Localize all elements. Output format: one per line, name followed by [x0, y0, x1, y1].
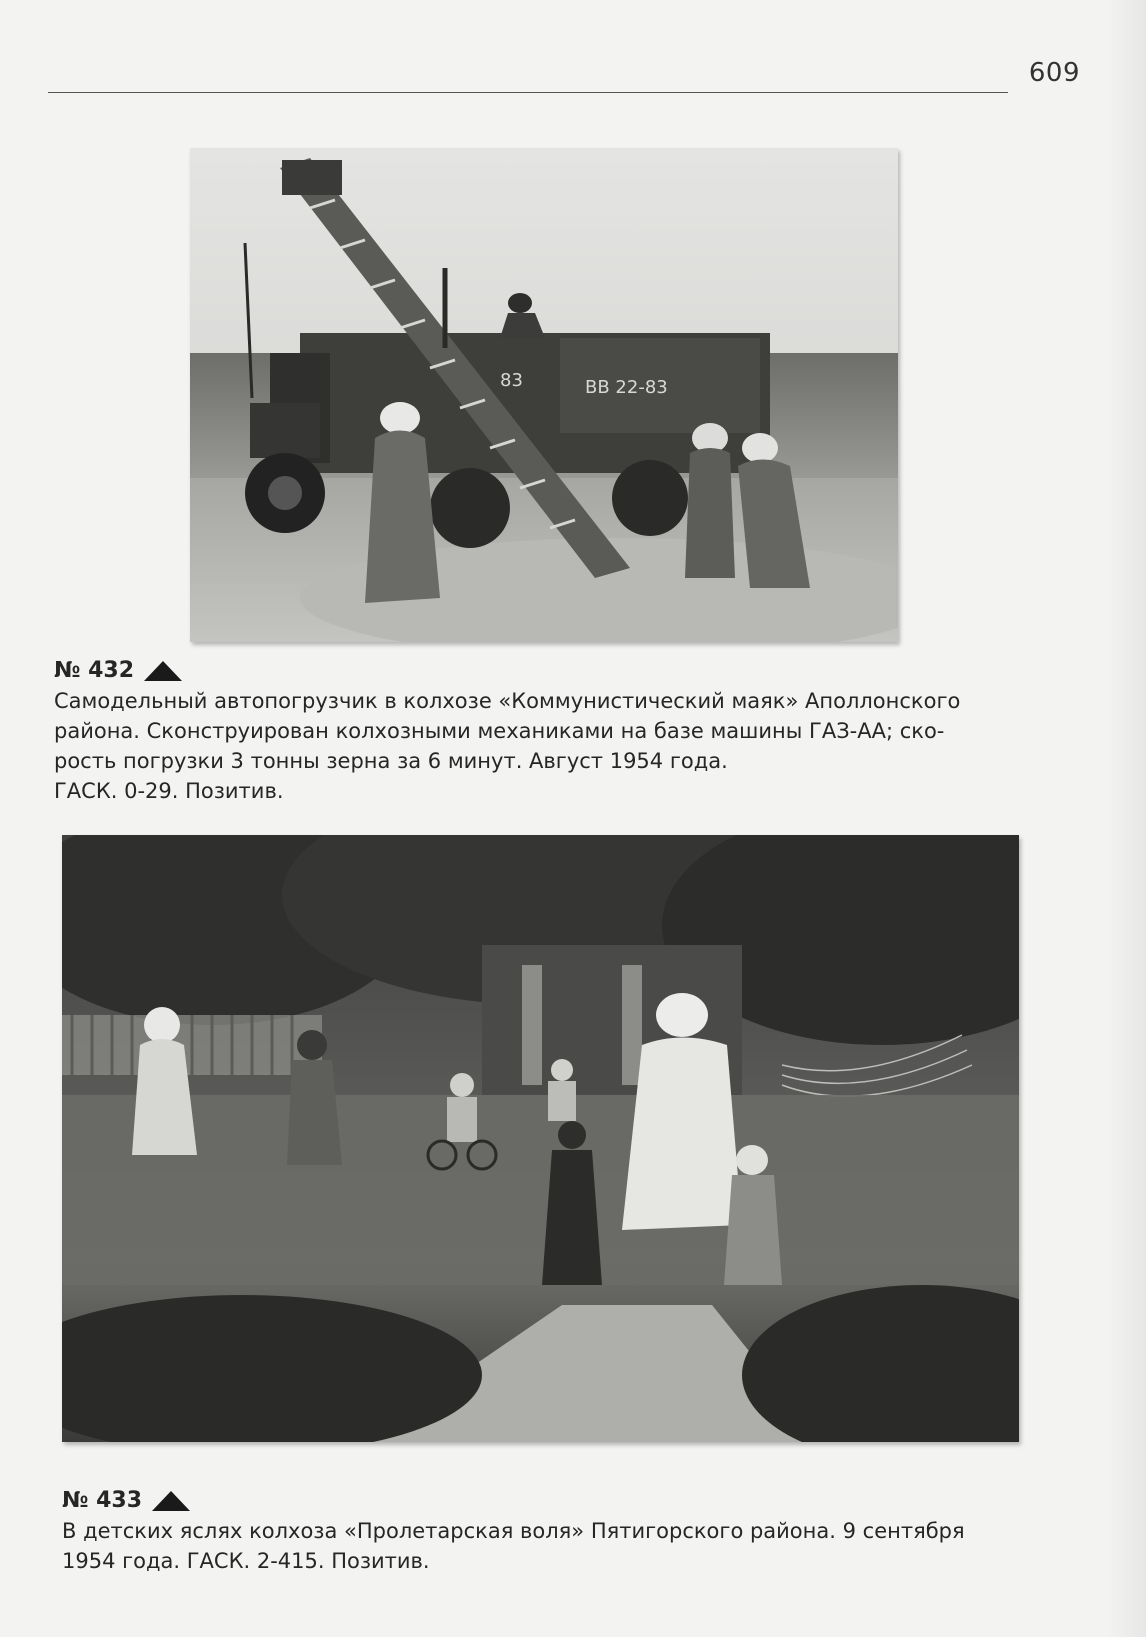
caption-line: ГАСК. 0-29. Позитив.: [54, 779, 284, 803]
header-rule: [48, 92, 1008, 93]
figure-432-caption: [54, 656, 1044, 806]
triangle-marker-icon: [144, 661, 182, 681]
caption-line: В детских яслях колхоза «Пролетарская воля» Пятигорского района. 9 сентября: [62, 1519, 965, 1543]
figure-432-number: № 432: [54, 658, 135, 683]
figure-432-heading: [54, 656, 1044, 686]
page-number: 609: [1028, 58, 1080, 88]
caption-line: рость погрузки 3 тонны зерна за 6 минут. Август 1954 года.: [54, 749, 728, 773]
caption-line: Самодельный автопогрузчик в колхозе «Коммунистический маяк» Аполлонского: [54, 689, 961, 713]
scan-edge-shadow: [1106, 0, 1146, 1637]
figure-433-heading: [62, 1486, 1052, 1516]
photo-grain-loader: [190, 148, 898, 642]
truck-cab-number: 83: [500, 370, 523, 391]
caption-line: 1954 года. ГАСК. 2-415. Позитив.: [62, 1549, 430, 1573]
truck-plate: ВВ 22-83: [585, 377, 668, 398]
caption-line: района. Сконструирован колхозными механиками на базе машины ГАЗ-АА; ско-: [54, 719, 945, 743]
figure-433-caption: [62, 1486, 1052, 1576]
triangle-marker-icon: [152, 1491, 190, 1511]
photo-kindergarten-yard: [62, 835, 1019, 1442]
figure-433-number: № 433: [62, 1488, 143, 1513]
